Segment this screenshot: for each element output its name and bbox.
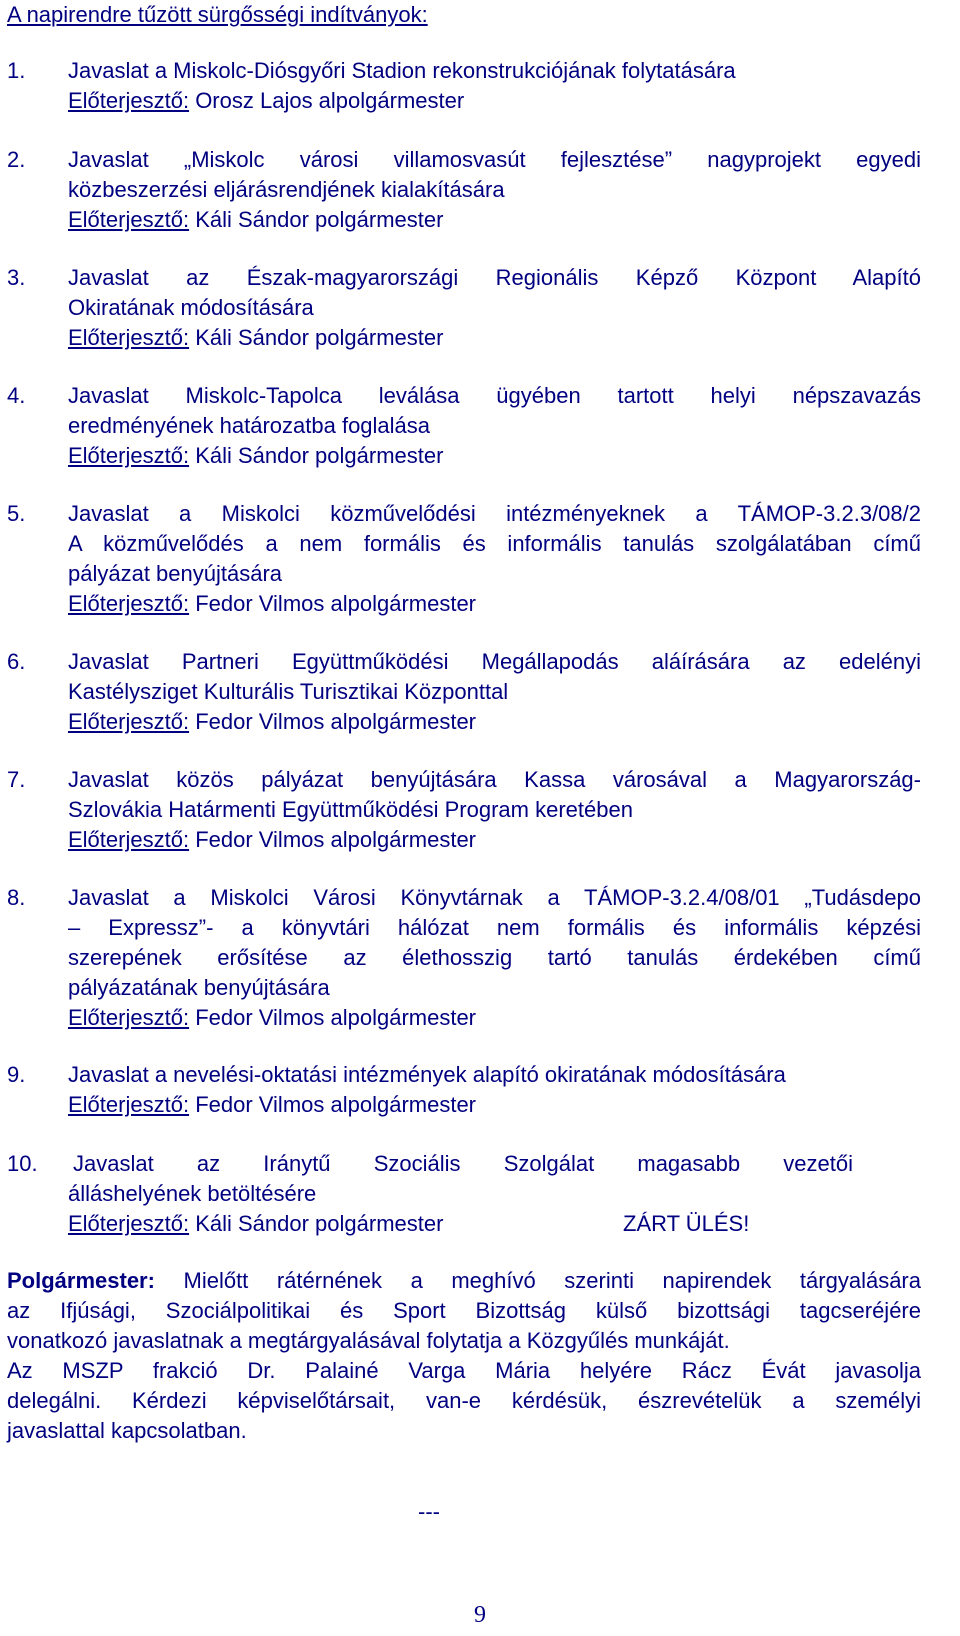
item-title-line: álláshelyének betöltésére xyxy=(68,1181,317,1206)
item-title-line: Javaslat a Miskolci közművelődési intézményeknek a TÁMOP-3.2.3/08/2 xyxy=(68,501,921,526)
speaker-label: Polgármester: xyxy=(7,1268,155,1293)
item-presenter xyxy=(68,1090,921,1120)
presenter-name: Fedor Vilmos alpolgármester xyxy=(195,1092,477,1117)
item-number: 1. xyxy=(7,58,26,83)
presenter-name: Fedor Vilmos alpolgármester xyxy=(195,827,477,852)
agenda-item xyxy=(7,1060,921,1120)
item-presenter xyxy=(68,86,921,116)
item-title-line: Szlovákia Határmenti Együttműködési Program keretében xyxy=(68,797,633,822)
item-presenter xyxy=(68,323,921,353)
agenda-item xyxy=(7,647,921,737)
item-title-line: Okiratának módosítására xyxy=(68,295,314,320)
item-title-line: pályázatának benyújtására xyxy=(68,975,330,1000)
item-presenter xyxy=(68,1003,921,1033)
presenter-label: Előterjesztő: xyxy=(68,443,190,468)
closed-session-note: ZÁRT ÜLÉS! xyxy=(623,1211,750,1236)
separator: --- xyxy=(418,1499,440,1524)
item-title-line: Javaslat közös pályázat benyújtására Kassa városával a Magyarország- xyxy=(68,767,921,792)
item-title-line: szerepének erősítése az élethosszig tartó tanulás érdekében című xyxy=(68,945,921,970)
presenter-label: Előterjesztő: xyxy=(68,591,190,616)
statement-line: vonatkozó javaslatnak a megtárgyalásával folytatja a Közgyűlés munkáját. xyxy=(7,1328,730,1353)
item-title-line: Javaslat az Iránytű Szociális Szolgálat magasabb vezetői xyxy=(73,1151,853,1176)
presenter-label: Előterjesztő: xyxy=(68,88,190,113)
item-presenter xyxy=(68,825,921,855)
agenda-item xyxy=(7,1149,921,1239)
item-title-line: Javaslat a nevelési-oktatási intézmények alapító okiratának módosítására xyxy=(68,1062,786,1087)
agenda-item xyxy=(7,56,921,116)
agenda-item xyxy=(7,765,921,855)
item-number: 2. xyxy=(7,147,26,172)
presenter-label: Előterjesztő: xyxy=(68,709,190,734)
item-number: 7. xyxy=(7,767,26,792)
statement-line: Polgármester: Mielőtt rátérnének a meghívó szerinti napirendek tárgyalására xyxy=(7,1268,921,1293)
item-number: 5. xyxy=(7,501,26,526)
presenter-name: Káli Sándor polgármester xyxy=(195,443,444,468)
item-presenter xyxy=(68,441,921,471)
item-title-line: Javaslat „Miskolc városi villamosvasút fejlesztése” nagyprojekt egyedi xyxy=(68,147,921,172)
presenter-name: Káli Sándor polgármester xyxy=(195,207,444,232)
presenter-name: Káli Sándor polgármester xyxy=(195,325,444,350)
agenda-item xyxy=(7,499,921,619)
agenda-item xyxy=(7,381,921,471)
item-presenter xyxy=(68,589,921,619)
item-title-line: eredményének határozatba foglalása xyxy=(68,413,431,438)
presenter-label: Előterjesztő: xyxy=(68,207,190,232)
item-title-line: Javaslat a Miskolci Városi Könyvtárnak a TÁMOP-3.2.4/08/01 „Tudásdepo xyxy=(68,885,921,910)
item-number: 8. xyxy=(7,885,26,910)
item-title-line: Javaslat Miskolc-Tapolca leválása ügyében tartott helyi népszavazás xyxy=(68,383,921,408)
item-title-line: közbeszerzési eljárásrendjének kialakítására xyxy=(68,177,505,202)
item-number: 4. xyxy=(7,383,26,408)
presenter-label: Előterjesztő: xyxy=(68,1211,190,1236)
agenda-item xyxy=(7,145,921,235)
presenter-name: Fedor Vilmos alpolgármester xyxy=(195,709,477,734)
presenter-name: Orosz Lajos alpolgármester xyxy=(195,88,465,113)
item-title-line: – Expressz”- a könyvtári hálózat nem formális és informális képzési xyxy=(68,915,921,940)
item-title-line: Javaslat az Észak-magyarországi Regionális Képző Központ Alapító xyxy=(68,265,921,290)
item-number: 3. xyxy=(7,265,26,290)
statement-line: az Ifjúsági, Szociálpolitikai és Sport Bizottság külső bizottsági tagcseréjére xyxy=(7,1298,921,1323)
presenter-name: Káli Sándor polgármester xyxy=(195,1211,444,1236)
statement-line: Az MSZP frakció Dr. Palainé Varga Mária helyére Rácz Évát javasolja xyxy=(7,1358,921,1383)
item-presenter xyxy=(68,205,921,235)
item-title-line: Kastélysziget Kulturális Turisztikai Központtal xyxy=(68,679,509,704)
item-title-line: Javaslat Partneri Együttműködési Megállapodás aláírására az edelényi xyxy=(68,649,921,674)
page-number: 9 xyxy=(474,1602,486,1628)
presenter-name: Fedor Vilmos alpolgármester xyxy=(195,591,477,616)
statement-line: javaslattal kapcsolatban. xyxy=(7,1418,247,1443)
presenter-label: Előterjesztő: xyxy=(68,1092,190,1117)
item-number: 10. xyxy=(7,1151,38,1176)
agenda-item xyxy=(7,263,921,353)
item-title-line: Javaslat a Miskolc-Diósgyőri Stadion rekonstrukciójának folytatására xyxy=(68,58,736,83)
item-title-line: A közművelődés a nem formális és informális tanulás szolgálatában című xyxy=(68,531,921,556)
section-heading: A napirendre tűzött sürgősségi indítványok: xyxy=(7,2,428,27)
agenda-item xyxy=(7,883,921,1033)
item-presenter xyxy=(68,707,921,737)
mayor-statement xyxy=(7,1266,921,1446)
presenter-label: Előterjesztő: xyxy=(68,1005,190,1030)
presenter-name: Fedor Vilmos alpolgármester xyxy=(195,1005,477,1030)
statement-line: delegálni. Kérdezi képviselőtársait, van-e kérdésük, észrevételük a személyi xyxy=(7,1388,921,1413)
item-title-line: pályázat benyújtására xyxy=(68,561,283,586)
presenter-label: Előterjesztő: xyxy=(68,827,190,852)
presenter-label: Előterjesztő: xyxy=(68,325,190,350)
item-presenter xyxy=(68,1209,921,1239)
item-number: 6. xyxy=(7,649,26,674)
item-number: 9. xyxy=(7,1062,26,1087)
